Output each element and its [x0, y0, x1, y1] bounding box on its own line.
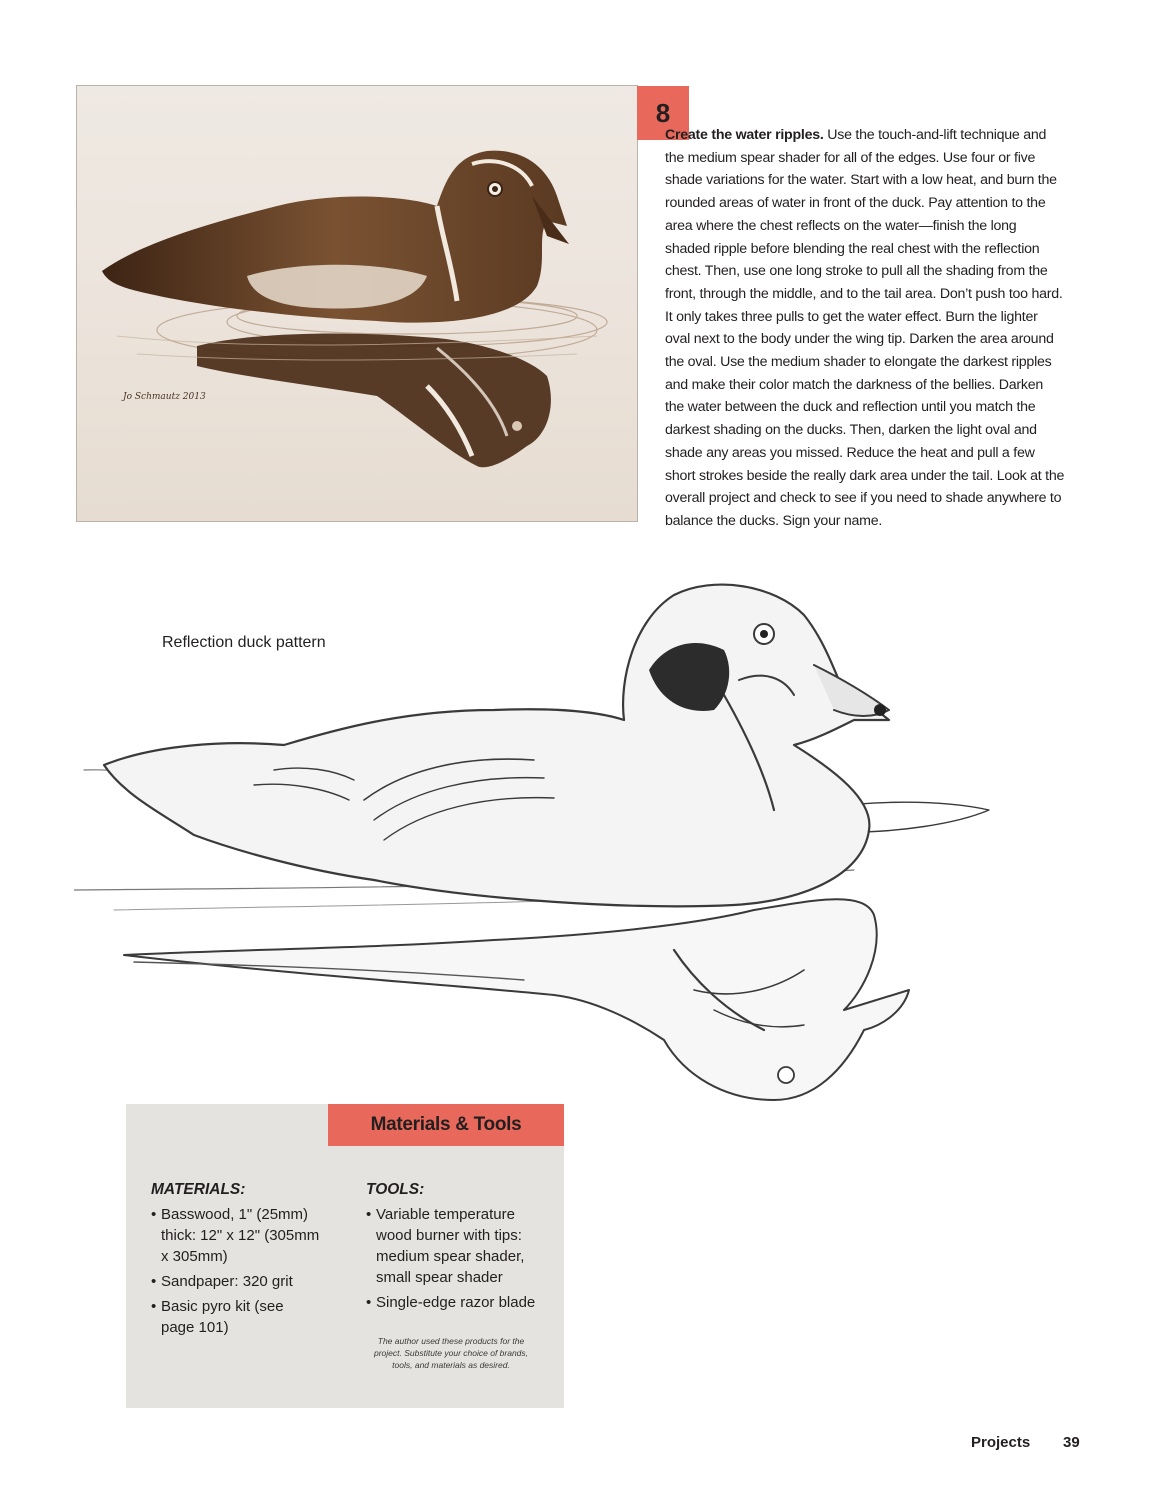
step-lead: Create the water ripples.	[665, 127, 824, 143]
artist-signature: Jo Schmautz 2013	[123, 392, 206, 402]
step-number-badge: 8	[637, 86, 689, 140]
tools-list	[366, 1204, 546, 1317]
step-body: Use the touch-and-lift technique and the medium spear shader for all of the edges. Use four or five shade variations for the water. Start with a low heat, and burn the rounded areas of water in front of the duck. Pay attention to the area where the chest reflects on the water—finish the long shaded ripple before blending the real chest with the reflection chest. Then, use one long stroke to pull all the shading from the front, through the middle, and to the tail area. Don’t push too hard. It only takes three pulls to get the water effect. Burn the lighter oval next to the body under the wing tip. Darken the area around the oval. Use the medium shader to elongate the darkest ripples and make their color match the darkness of the bellies. Darken the water between the duck and reflection until you match the darkest shading on the ducks. Then, darken the light oval and shade any areas you missed. Reduce the heat and pull a few short strokes beside the really dark area under the tail. Look at the overall project and check to see if you need to shade anywhere to balance the ducks. Sign your name.	[665, 127, 1065, 529]
pattern-caption: Reflection duck pattern	[162, 634, 326, 651]
materials-list	[151, 1204, 321, 1342]
reflection-duck-pattern	[74, 570, 994, 1115]
page-number: 39	[1063, 1434, 1080, 1451]
list-item: • Sandpaper: 320 grit	[151, 1271, 321, 1292]
list-item: • Basic pyro kit (see page 101)	[151, 1296, 321, 1338]
list-item: • Single-edge razor blade	[366, 1292, 546, 1313]
duck-burning-illustration	[77, 86, 638, 522]
list-item: • Basswood, 1" (25mm) thick: 12" x 12" (305mm x 305mm)	[151, 1204, 321, 1267]
list-item: • Variable temperature wood burner with tips: medium spear shader, small spear shader	[366, 1204, 546, 1288]
materials-tools-header: Materials & Tools	[328, 1104, 564, 1146]
finished-duck-photo	[76, 85, 638, 522]
step-instructions	[665, 124, 1065, 533]
materials-note: The author used these products for the project. Substitute your choice of brands, tools, and materials as desired.	[373, 1336, 529, 1370]
footer-section-label: Projects	[971, 1434, 1031, 1451]
materials-title: MATERIALS:	[151, 1181, 246, 1198]
tools-title: TOOLS:	[366, 1181, 425, 1198]
